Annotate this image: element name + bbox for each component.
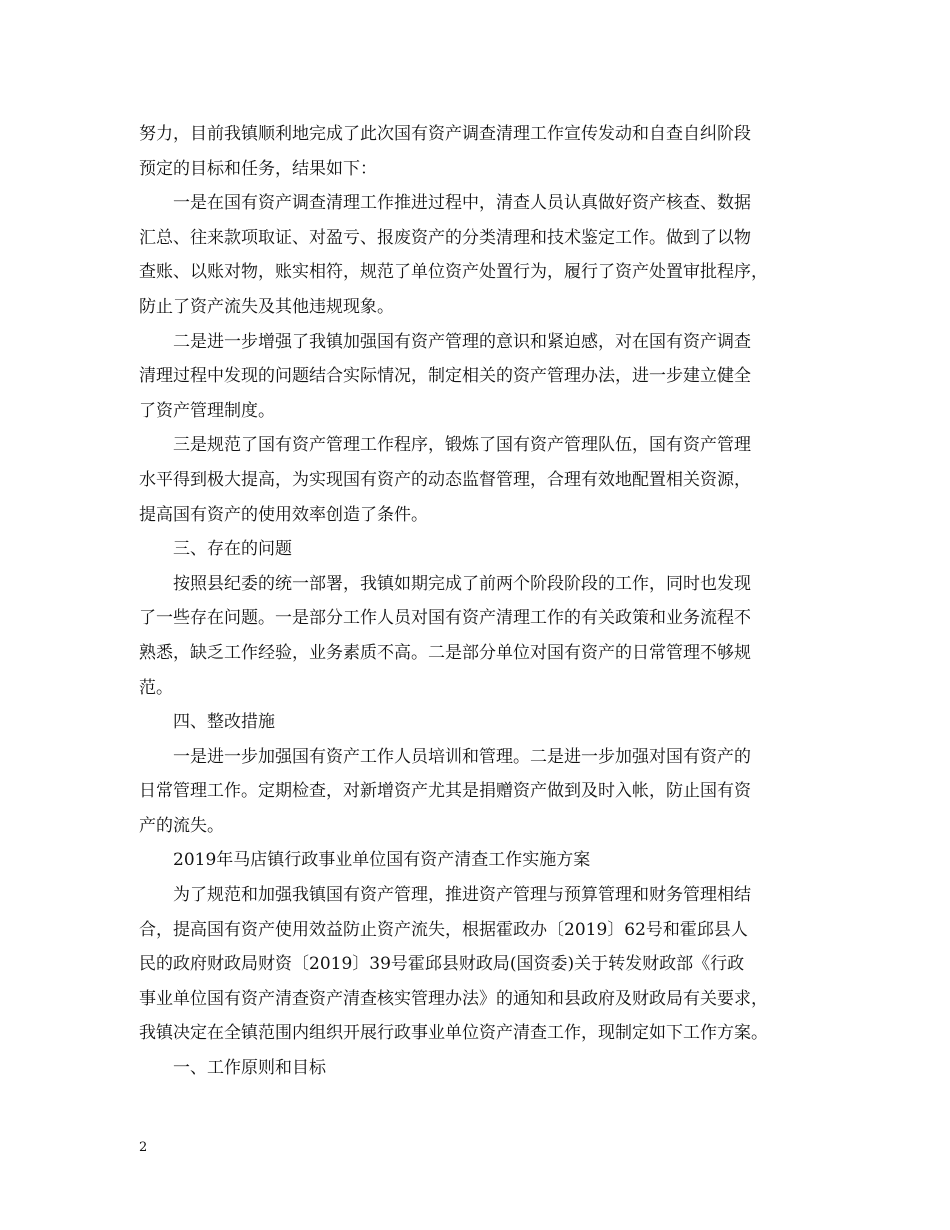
text-line: 范。 [139,677,173,698]
text-line: 事业单位国有资产清查资产清查核实管理办法》的通知和县政府及财政局有关要求， [139,988,768,1009]
text-line: 按照县纪委的统一部署，我镇如期完成了前两个阶段阶段的工作，同时也发现 [173,573,751,594]
text-line: 二是进一步增强了我镇加强国有资产管理的意识和紧迫感，对在国有资产调查 [173,331,751,352]
text-line: 努力，目前我镇顺利地完成了此次国有资产调查清理工作宣传发动和自查自纠阶段 [139,124,751,144]
text-line: 了资产管理制度。 [139,400,275,421]
text-line: 一、工作原则和目标 [173,1058,326,1079]
text-line: 日常管理工作。定期检查，对新增资产尤其是捐赠资产做到及时入帐，防止国有资 [139,781,751,802]
text-line: 为了规范和加强我镇国有资产管理，推进资产管理与预算管理和财务管理相结 [173,885,751,906]
text-line: 查账、以账对物，账实相符，规范了单位资产处置行为，履行了资产处置审批程序， [139,262,768,283]
text-line: 民的政府财政局财资〔2019〕39号霍邱县财政局(国资委)关于转发财政部《行政 [139,954,745,975]
text-line: 汇总、往来款项取证、对盈亏、报废资产的分类清理和技术鉴定工作。做到了以物 [139,227,751,248]
text-line: 四、整改措施 [173,712,275,733]
text-line: 一是进一步加强国有资产工作人员培训和管理。二是进一步加强对国有资产的 [173,746,751,767]
text-line: 三是规范了国有资产管理工作程序，锻炼了国有资产管理队伍，国有资产管理 [173,435,751,456]
text-line: 产的流失。 [139,815,224,836]
page-number: 2 [139,1140,148,1155]
text-line: 防止了资产流失及其他违规现象。 [139,296,394,317]
document-body [139,117,822,1086]
text-line: 一是在国有资产调查清理工作推进过程中，清查人员认真做好资产核查、数据 [173,193,751,214]
text-line: 熟悉，缺乏工作经验，业务素质不高。二是部分单位对国有资产的日常管理不够规 [139,642,751,663]
text-line: 提高国有资产的使用效率创造了条件。 [139,504,428,525]
text-line: 清理过程中发现的问题结合实际情况，制定相关的资产管理办法，进一步建立健全 [139,366,751,387]
text-line: 三、存在的问题 [173,539,292,560]
text-line: 我镇决定在全镇范围内组织开展行政事业单位资产清查工作，现制定如下工作方案。 [139,1023,768,1044]
text-line: 了一些存在问题。一是部分工作人员对国有资产清理工作的有关政策和业务流程不 [139,608,751,629]
text-line: 预定的目标和任务，结果如下： [139,158,377,179]
text-line: 2019年马店镇行政事业单位国有资产清查工作实施方案 [173,850,591,871]
text-line: 合，提高国有资产使用效益防止资产流失，根据霍政办〔2019〕62号和霍邱县人 [139,919,748,940]
text-line: 水平得到极大提高，为实现国有资产的动态监督管理，合理有效地配置相关资源， [139,469,751,490]
